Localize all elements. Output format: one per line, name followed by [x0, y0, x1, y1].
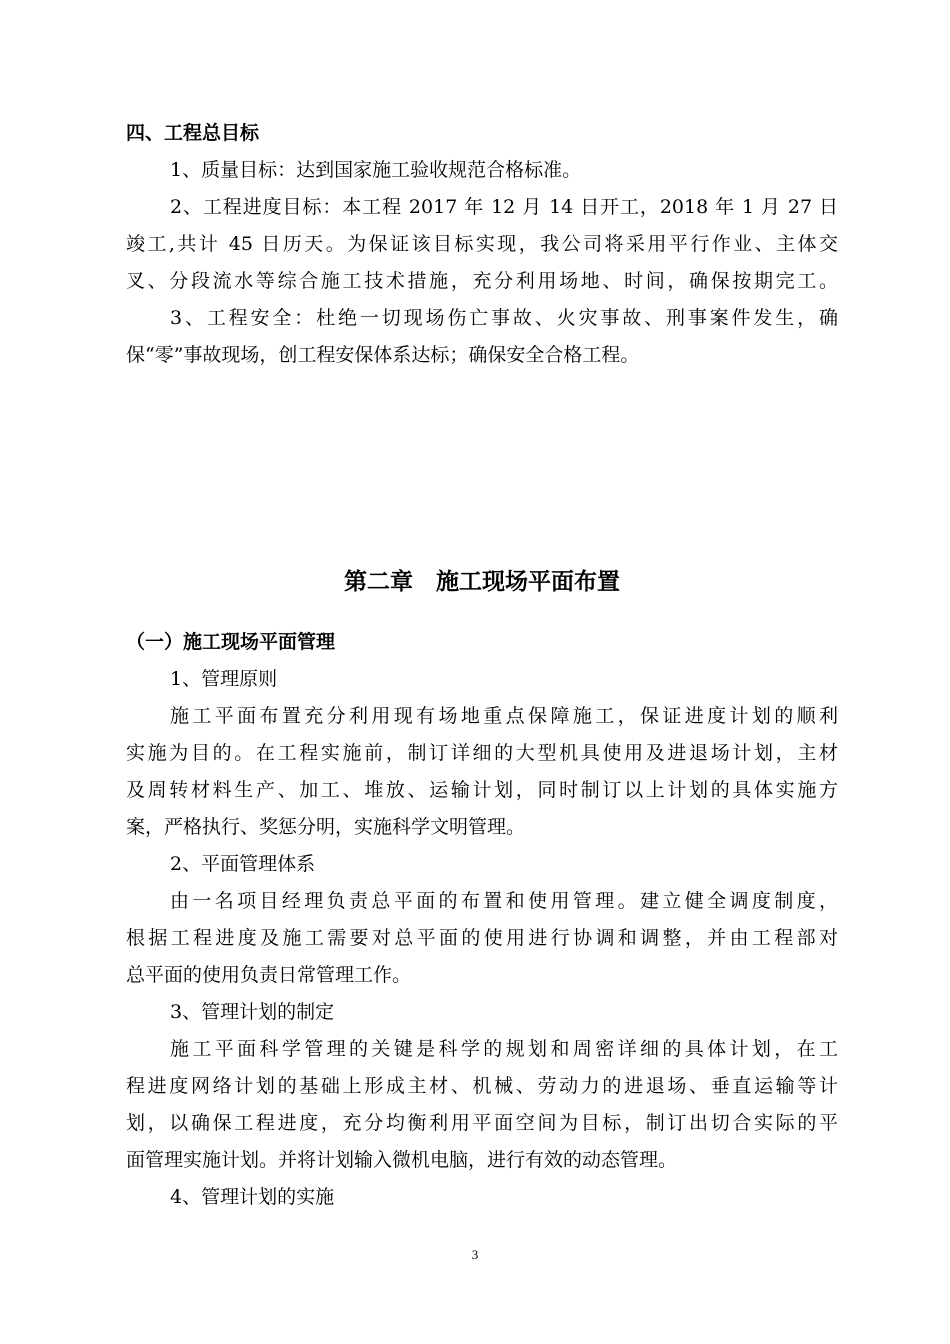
principles-line-4: 案，严格执行、奖惩分明，实施科学文明管理。: [126, 816, 526, 838]
section-heading: 四、工程总目标: [126, 122, 260, 144]
formulation-line-3: 划，以确保工程进度，充分均衡利用平面空间为目标，制订出切合实际的平: [126, 1112, 838, 1134]
page-number: 3: [471, 1247, 479, 1262]
section-four: [126, 115, 838, 374]
system-line-3: 总平面的使用负责日常管理工作。: [126, 964, 412, 986]
principles-line-2: 实施为目的。在工程实施前，制订详细的大型机具使用及进退场计划，主材: [126, 742, 838, 764]
site-plan-management: [126, 624, 838, 1216]
principles-line-1: 施工平面布置充分利用现有场地重点保障施工，保证进度计划的顺利: [170, 705, 838, 727]
formulation-line-4: 面管理实施计划。并将计划输入微机电脑，进行有效的动态管理。: [126, 1149, 678, 1171]
safety-goal-line-1: 3、工程安全：杜绝一切现场伤亡事故、火灾事故、刑事案件发生，确: [170, 307, 838, 329]
schedule-goal-line-1: 2、工程进度目标：本工程 2017 年 12 月 14 日开工，2018 年 1 月 27 日: [170, 196, 838, 218]
plan-implementation-title: 4、管理计划的实施: [170, 1186, 335, 1208]
system-line-1: 由一名项目经理负责总平面的布置和使用管理。建立健全调度制度，: [170, 890, 838, 912]
safety-goal-line-2: 保“零”事故现场，创工程安保体系达标；确保安全合格工程。: [126, 344, 640, 366]
schedule-goal-line-2: 竣工,共计 45 日历天。为保证该目标实现，我公司将采用平行作业、主体交: [126, 233, 838, 255]
subsection-heading: （一）施工现场平面管理: [126, 631, 336, 653]
schedule-goal-line-3: 叉、分段流水等综合施工技术措施，充分利用场地、时间，确保按期完工。: [126, 270, 838, 292]
chapter-title: 第二章 施工现场平面布置: [344, 569, 620, 595]
management-principles-title: 1、管理原则: [170, 668, 278, 690]
plan-formulation-title: 3、管理计划的制定: [170, 1001, 335, 1023]
management-system-title: 2、平面管理体系: [170, 853, 316, 875]
formulation-line-2: 程进度网络计划的基础上形成主材、机械、劳动力的进退场、垂直运输等计: [126, 1075, 838, 1097]
principles-line-3: 及周转材料生产、加工、堆放、运输计划，同时制订以上计划的具体实施方: [126, 779, 838, 801]
quality-goal: 1、质量目标：达到国家施工验收规范合格标准。: [170, 159, 582, 181]
formulation-line-1: 施工平面科学管理的关键是科学的规划和周密详细的具体计划，在工: [170, 1038, 838, 1060]
system-line-2: 根据工程进度及施工需要对总平面的使用进行协调和调整，并由工程部对: [126, 927, 838, 949]
